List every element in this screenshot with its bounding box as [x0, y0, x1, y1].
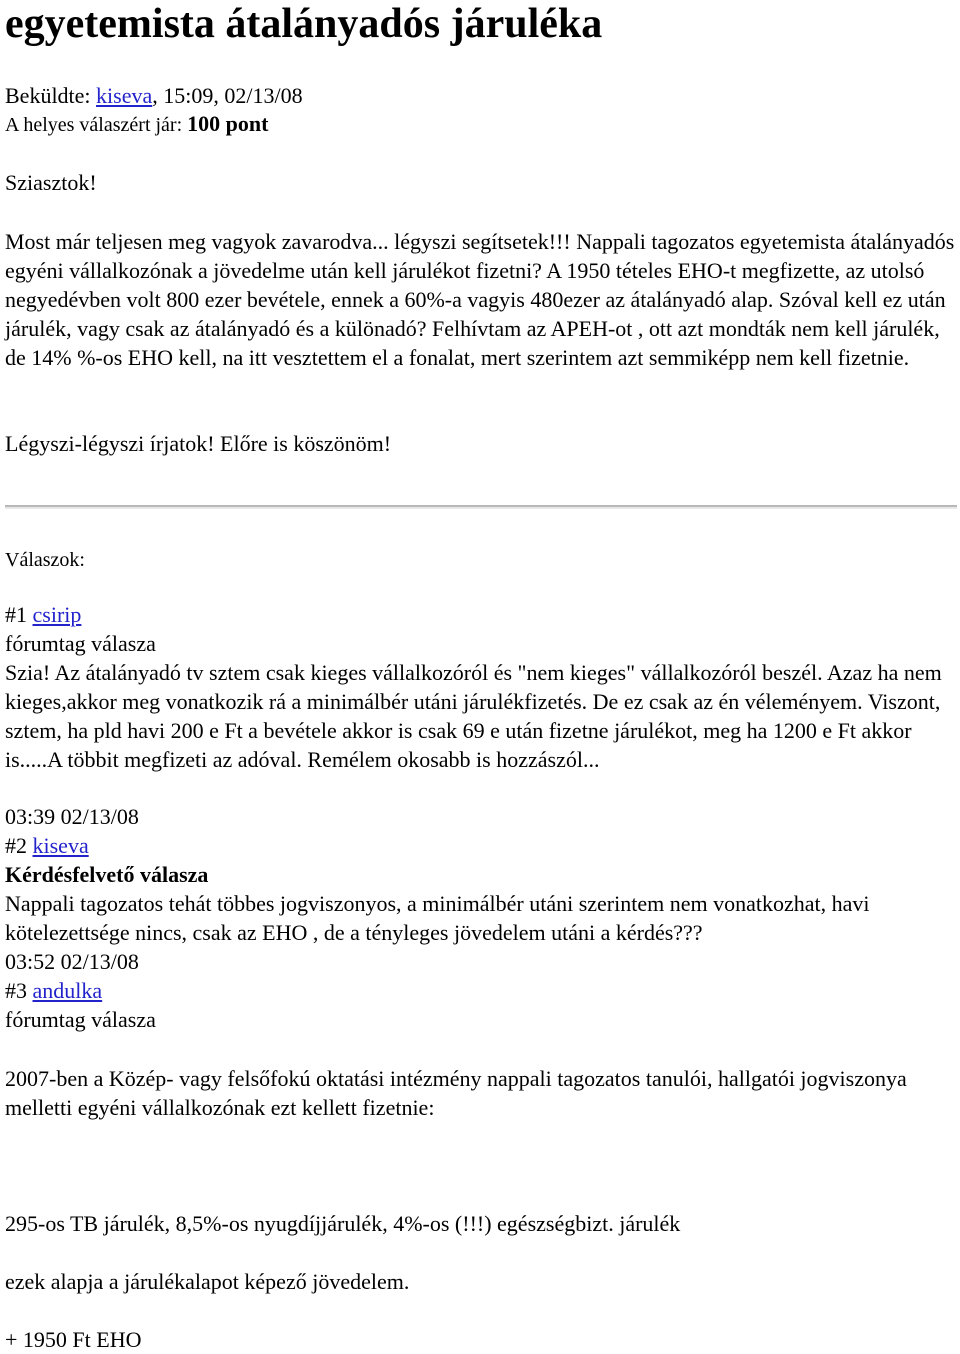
answer-1-time: 03:39 02/13/08 — [5, 804, 139, 829]
answer-number: #1 — [5, 602, 27, 627]
answer-3-role: fórumtag válasza — [5, 1007, 156, 1032]
answer-3-para2: 295-os TB járulék, 8,5%-os nyugdíjjárulék, 4%-os (!!!) egészségbizt. járulék — [5, 1211, 681, 1236]
question-body: Most már teljesen meg vagyok zavarodva... légyszi segítsetek!!! Nappali tagozatos egyetemista átalányadós egyéni vállalkozónak a jövedelme után kell járulékot fizetni? A 1950 tételes EHO-t megfizette, az utolsó negyedévben volt 800 ezer bevétele, ennek a 60%-a vagyis 480ezer az átalányadó alap. Szóval kell ez után járulék, vagy csak az átalányadó és a különadó? Felhívtam az APEH-ot , ott azt mondták nem kell járulék, de 14% %-os EHO kell, na itt vesztettem el a fonalat, mert szerintem azt semmiképp nem kell fizetnie. — [5, 229, 955, 370]
sent-by-label: Beküldte: — [5, 83, 91, 108]
question-greeting: Sziasztok! — [5, 170, 97, 195]
answer-2-text: Nappali tagozatos tehát többes jogviszonyos, a minimálbér utáni szerintem nem vonatkozhat, havi kötelezettsége nincs, csak az EHO , de a tényleges jövedelem utáni a kérdés??? — [5, 891, 870, 945]
answer-number: #3 — [5, 978, 27, 1003]
answer-3-header — [5, 976, 957, 1005]
answer-2-header — [5, 831, 957, 860]
answer-user-link[interactable]: csirip — [32, 602, 82, 627]
answer-1-text: Szia! Az átalányadó tv sztem csak kieges vállalkozóról és "nem kieges" vállalkozóról beszél. Azaz ha nem kieges,akkor meg vonatkozik rá a minimálbér utáni járulékfizetés. De ez csak az én véleményem. Viszont, sztem, ha pld havi 200 e Ft a bevétele akkor is csak 69 e után fizetne járulékot, meg ha 1200 e Ft akkor is.....A többit megfizeti az adóval. Remélem okosabb is hozzászól... — [5, 660, 942, 772]
reward-line — [5, 110, 268, 139]
page — [5, 0, 957, 1352]
answer-3-para1: 2007-ben a Közép- vagy felsőfokú oktatási intézmény nappali tagozatos tanulói, hallgatói jogviszonya melletti egyéni vállalkozónak ezt kellett fizetnie: — [5, 1066, 907, 1120]
answer-3-para4: + 1950 Ft EHO — [5, 1327, 142, 1352]
divider — [5, 505, 957, 509]
answer-1-role: fórumtag válasza — [5, 631, 156, 656]
answer-2-time: 03:52 02/13/08 — [5, 949, 139, 974]
post-meta — [5, 82, 303, 110]
answer-user-link[interactable]: kiseva — [32, 833, 89, 858]
page-title: egyetemista átalányadós járuléka — [5, 1, 603, 47]
answer-number: #2 — [5, 833, 27, 858]
author-link[interactable]: kiseva — [96, 83, 153, 108]
reward-label: A helyes válaszért jár: — [5, 114, 183, 136]
answer-1-header — [5, 600, 957, 629]
answer-3-para3: ezek alapja a járulékalapot képező jövedelem. — [5, 1269, 410, 1294]
answer-2-role: Kérdésfelvető válasza — [5, 862, 209, 887]
answers-label: Válaszok: — [5, 549, 85, 571]
sent-time: , 15:09, 02/13/08 — [152, 83, 303, 108]
answer-user-link[interactable]: andulka — [32, 978, 103, 1003]
question-closing: Légyszi-légyszi írjatok! Előre is köszönöm! — [5, 431, 392, 456]
reward-value: 100 pont — [187, 111, 269, 136]
